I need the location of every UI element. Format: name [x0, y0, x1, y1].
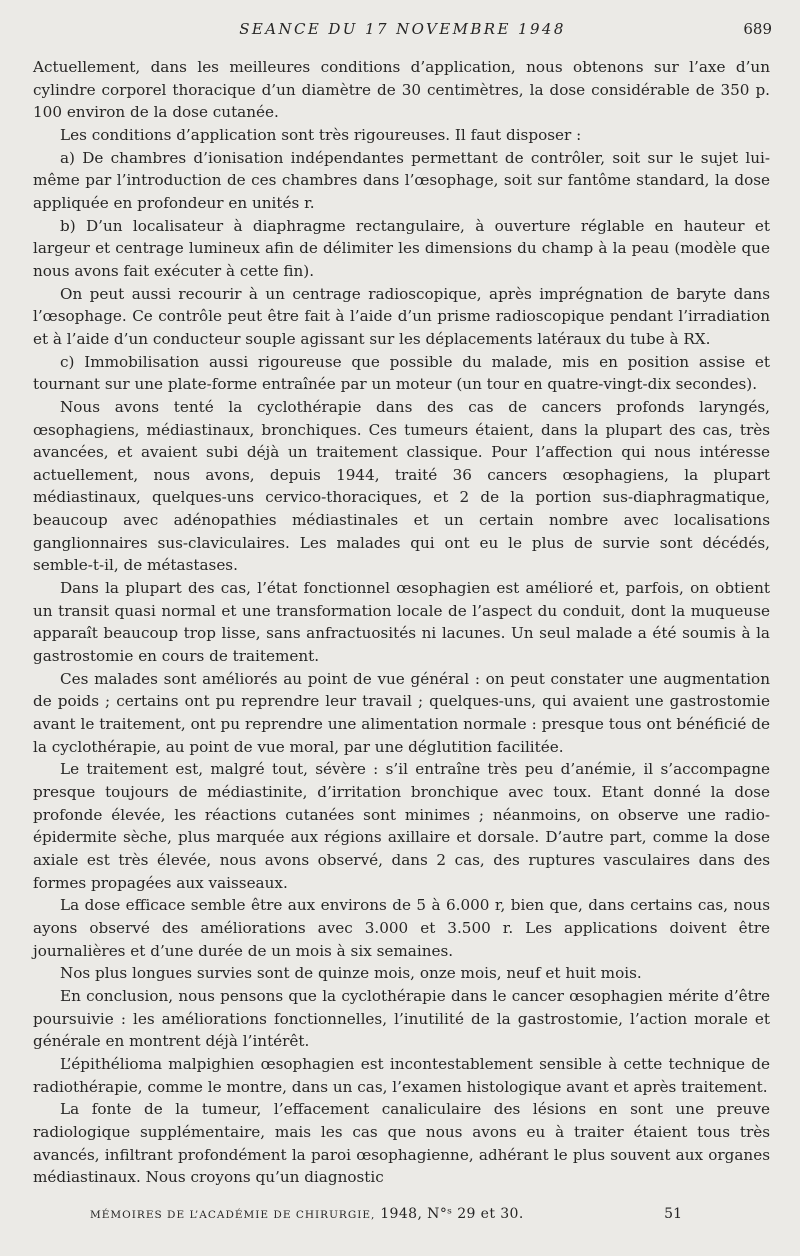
- footer-page-number: 51: [664, 1206, 682, 1222]
- page-header: [33, 20, 772, 44]
- paragraph: Actuellement, dans les meilleures conditions d’application, nous obtenons sur l’axe d’un cylindre corporel thoracique d’un diamètre de 30 centimètres, la dose considérable de 350 p. 100 environ de la dose cutanée.: [33, 58, 770, 122]
- paragraph: Dans la plupart des cas, l’état fonctionnel œsophagien est amélioré et, parfois, on obtient un transit quasi normal et une transformation locale de l’aspect du conduit, dont la muqueuse apparaît beaucoup trop lisse, sans anfractuosités ni lacunes. Un seul malade a été soumis à la gastrostomie en cours de traitement.: [33, 579, 770, 666]
- journal-citation: [90, 1206, 524, 1222]
- paragraph: La dose efficace semble être aux environs de 5 à 6.000 r, bien que, dans certains cas, nous ayons observé des améliorations avec 3.000 et 3.500 r. Les applications doivent être journalières et d’une durée de un mois à six semaines.: [33, 896, 770, 960]
- paragraph: Les conditions d’application sont très rigoureuses. Il faut disposer :: [60, 125, 582, 144]
- paragraph: Ces malades sont améliorés au point de vue général : on peut constater une augmentation de poids ; certains ont pu reprendre leur travail ; quelques-uns, qui avaient une gastrostomie avant le traitement, ont pu reprendre une alimentation normale : presque tous ont bénéficié de la cyclothérapie, au point de vue moral, par une déglutition facilitée.: [33, 669, 770, 756]
- paragraph: c) Immobilisation aussi rigoureuse que possible du malade, mis en position assise et tournant sur une plate-forme entraînée par un moteur (un tour en quatre-vingt-dix secondes).: [33, 352, 770, 394]
- paragraph: b) D’un localisateur à diaphragme rectangulaire, à ouverture réglable en hauteur et largeur et centrage lumineux afin de délimiter les dimensions du champ à la peau (modèle que nous avons fait exécuter à cette fin).: [33, 216, 770, 280]
- paragraph: a) De chambres d’ionisation indépendantes permettant de contrôler, soit sur le sujet lui-même par l’introduction de ces chambres dans l’œsophage, soit sur fantôme standard, la dose appliquée en profondeur en unités r.: [33, 148, 770, 212]
- paragraph: En conclusion, nous pensons que la cyclothérapie dans le cancer œsophagien mérite d’être poursuivie : les améliorations fonctionnelles, l’inutilité de la gastrostomie, l’action morale et générale en montrent déjà l’intérêt.: [33, 986, 770, 1051]
- journal-issue: 1948, N°ˢ 29 et 30.: [380, 1206, 524, 1222]
- paragraph: On peut aussi recourir à un centrage radioscopique, après imprégnation de baryte dans l’œsophage. Ce contrôle peut être fait à l’aide d’un prisme radioscopique pendant l’irradiation et à l’aide d’un conducteur souple agissant sur les déplacements latéraux du tube à RX.: [33, 284, 770, 348]
- page-footer: [90, 1206, 682, 1228]
- paragraph: L’épithélioma malpighien œsophagien est incontestablement sensible à cette technique de radiothérapie, comme le montre, dans un cas, l’examen histologique avant et après traitement.: [33, 1054, 770, 1096]
- paragraph: Nos plus longues survies sont de quinze mois, onze mois, neuf et huit mois.: [60, 964, 642, 983]
- paragraph: Le traitement est, malgré tout, sévère : s’il entraîne très peu d’anémie, il s’accompagne presque toujours de médiastinite, d’irritation bronchique avec toux. Etant donné la dose profonde élevée, les réactions cutanées sont minimes ; néanmoins, on observe une radio-épidermite sèche, plus marquée aux régions axillaire et dorsale. D’autre part, comme la dose axiale est très élevée, nous avons observé, dans 2 cas, des ruptures vasculaires dans des formes propagées aux vaisseaux.: [33, 760, 770, 892]
- article-body: [33, 56, 770, 1189]
- journal-name: MÉMOIRES DE L’ACADÉMIE DE CHIRURGIE,: [90, 1209, 376, 1221]
- paragraph: La fonte de la tumeur, l’effacement canaliculaire des lésions en sont une preuve radiologique supplémentaire, mais les cas que nous avons eu à traiter étaient tous très avancés, infiltrant profondément la paroi œsophagienne, adhérant le plus souvent aux organes médiastinaux. Nous croyons qu’un diagnostic: [33, 1100, 770, 1187]
- page-number: 689: [743, 20, 772, 38]
- running-title: SEANCE DU 17 NOVEMBRE 1948: [239, 20, 566, 38]
- paragraph: Nous avons tenté la cyclothérapie dans des cas de cancers profonds laryngés, œsophagiens, médiastinaux, bronchiques. Ces tumeurs étaient, dans la plupart des cas, très avancées, et avaient subi déjà un traitement classique. Pour l’affection qui nous intéresse actuellement, nous avons, depuis 1944, traité 36 cancers œsophagiens, la plupart médiastinaux, quelques-uns cervico-thoraciques, et 2 de la portion sus-diaphragmatique, beaucoup avec adénopathies médiastinales et un certain nombre avec localisations ganglionnaires sus-claviculaires. Les malades qui ont eu le plus de survie sont décédés, semble-t-il, de métastases.: [33, 397, 770, 575]
